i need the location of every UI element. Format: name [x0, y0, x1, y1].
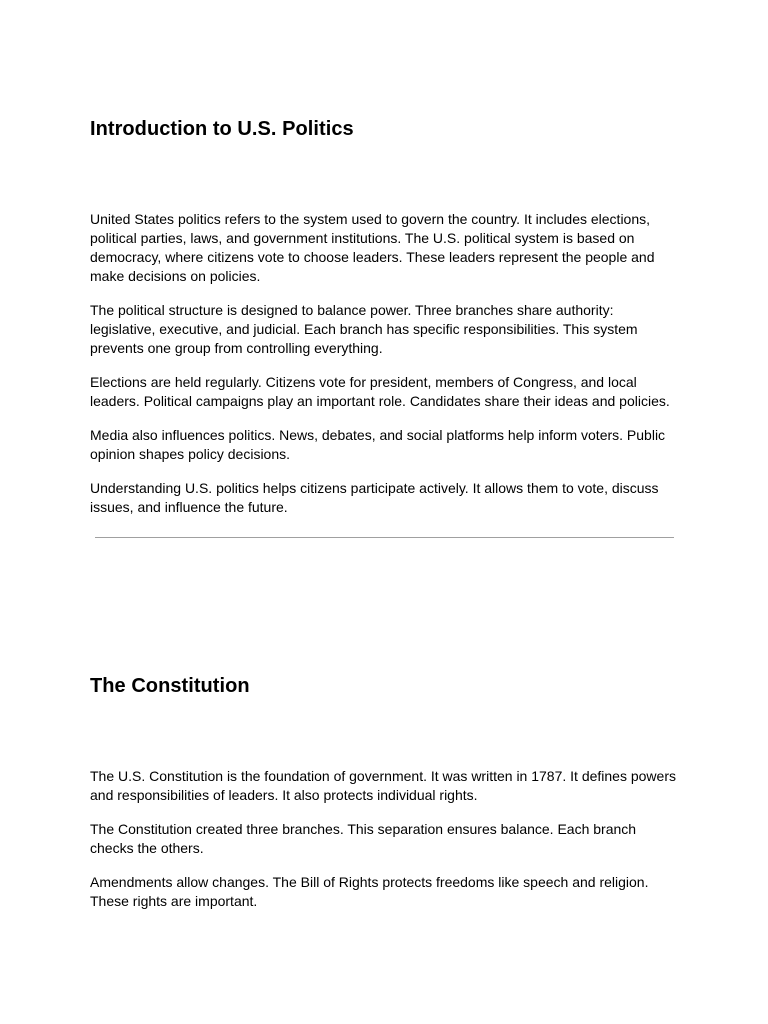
paragraph: The Constitution created three branches. This separation ensures balance. Each branch checks the others.: [90, 821, 637, 856]
horizontal-divider: [95, 537, 674, 538]
section-title: Introduction to U.S. Politics: [90, 118, 354, 140]
section-body: [90, 767, 682, 911]
paragraph: Amendments allow changes. The Bill of Rights protects freedoms like speech and religion. These rights are important.: [90, 874, 649, 909]
paragraph: Understanding U.S. politics helps citizens participate actively. It allows them to vote, discuss issues, and influence the future.: [90, 480, 659, 515]
paragraph: The U.S. Constitution is the foundation of government. It was written in 1787. It defines powers and responsibilities of leaders. It also protects individual rights.: [90, 768, 676, 803]
section-body: [90, 210, 682, 517]
section-constitution: [90, 673, 682, 926]
paragraph: Media also influences politics. News, debates, and social platforms help inform voters. Public opinion shapes policy decisions.: [90, 427, 666, 462]
section-introduction: [90, 116, 682, 532]
section-title: The Constitution: [90, 675, 250, 697]
paragraph: The political structure is designed to balance power. Three branches share authority: legislative, executive, and judicial. Each branch has specific responsibilities. This system prevents one group from controlling everything.: [90, 302, 638, 356]
paragraph: United States politics refers to the system used to govern the country. It includes elections, political parties, laws, and government institutions. The U.S. political system is based on democracy, where citizens vote to choose leaders. These leaders represent the people and make decisions on policies.: [90, 211, 655, 284]
paragraph: Elections are held regularly. Citizens vote for president, members of Congress, and local leaders. Political campaigns play an important role. Candidates share their ideas and policies.: [90, 374, 670, 409]
